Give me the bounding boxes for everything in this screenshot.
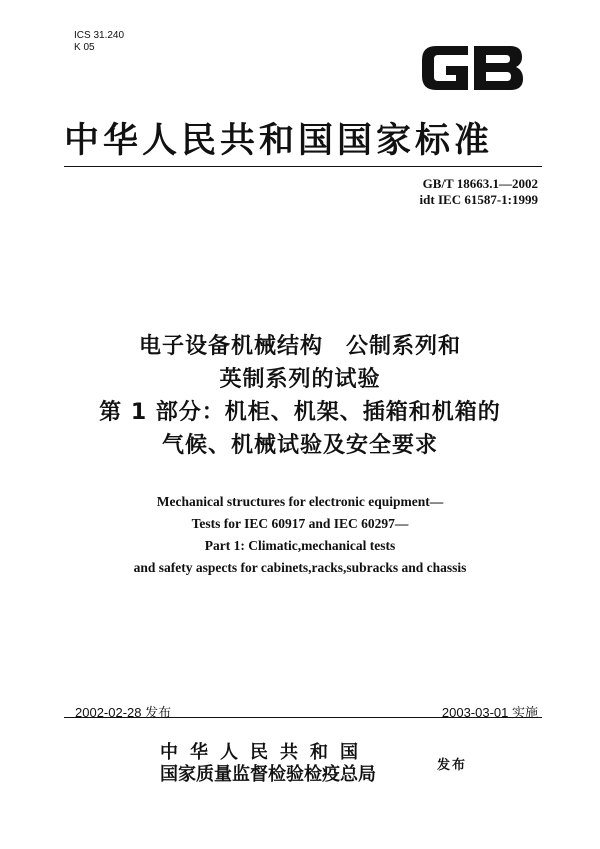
english-title: [0, 491, 600, 579]
gb-logo-letter-b: [474, 46, 523, 90]
english-title-line-1: Mechanical structures for electronic equipment—: [156, 494, 444, 509]
classification-codes: [74, 30, 124, 54]
gb-logo: [418, 40, 526, 96]
publish-label: 发布: [437, 758, 468, 773]
issuer-country: 中华人民共和国: [160, 742, 370, 763]
national-standard-title: 中华人民共和国国家标准: [64, 120, 494, 161]
english-title-line-4: and safety aspects for cabinets,racks,subracks and chassis: [133, 560, 467, 575]
english-title-line-3: Part 1: Climatic,mechanical tests: [204, 538, 396, 553]
top-divider: [64, 166, 542, 167]
english-title-line-2: Tests for IEC 60917 and IEC 60297—: [191, 516, 409, 531]
ics-code: ICS 31.240: [74, 30, 125, 41]
ccs-code: K 05: [74, 42, 95, 53]
implementation-date: 2003-03-01 实施: [441, 705, 538, 720]
chinese-title: [0, 330, 600, 462]
standard-number: GB/T 18663.1—2002: [422, 176, 538, 191]
issue-date: 2002-02-28 发布: [75, 705, 172, 720]
equivalent-standard: idt IEC 61587-1:1999: [419, 192, 538, 207]
chinese-title-line-4: 气候、机械试验及安全要求: [161, 433, 438, 458]
chinese-title-line-3: 第 1 部分：机柜、机架、插箱和机箱的: [99, 400, 501, 425]
standard-code-block: [420, 176, 538, 208]
gb-logo-letter-g: [422, 46, 468, 90]
chinese-title-line-2: 英制系列的试验: [219, 367, 381, 392]
issuing-authorities: [160, 742, 376, 786]
chinese-title-line-1: 电子设备机械结构 公制系列和: [138, 334, 461, 359]
bottom-divider: [64, 717, 542, 718]
issuer-agency: 国家质量监督检验检疫总局: [160, 764, 376, 785]
